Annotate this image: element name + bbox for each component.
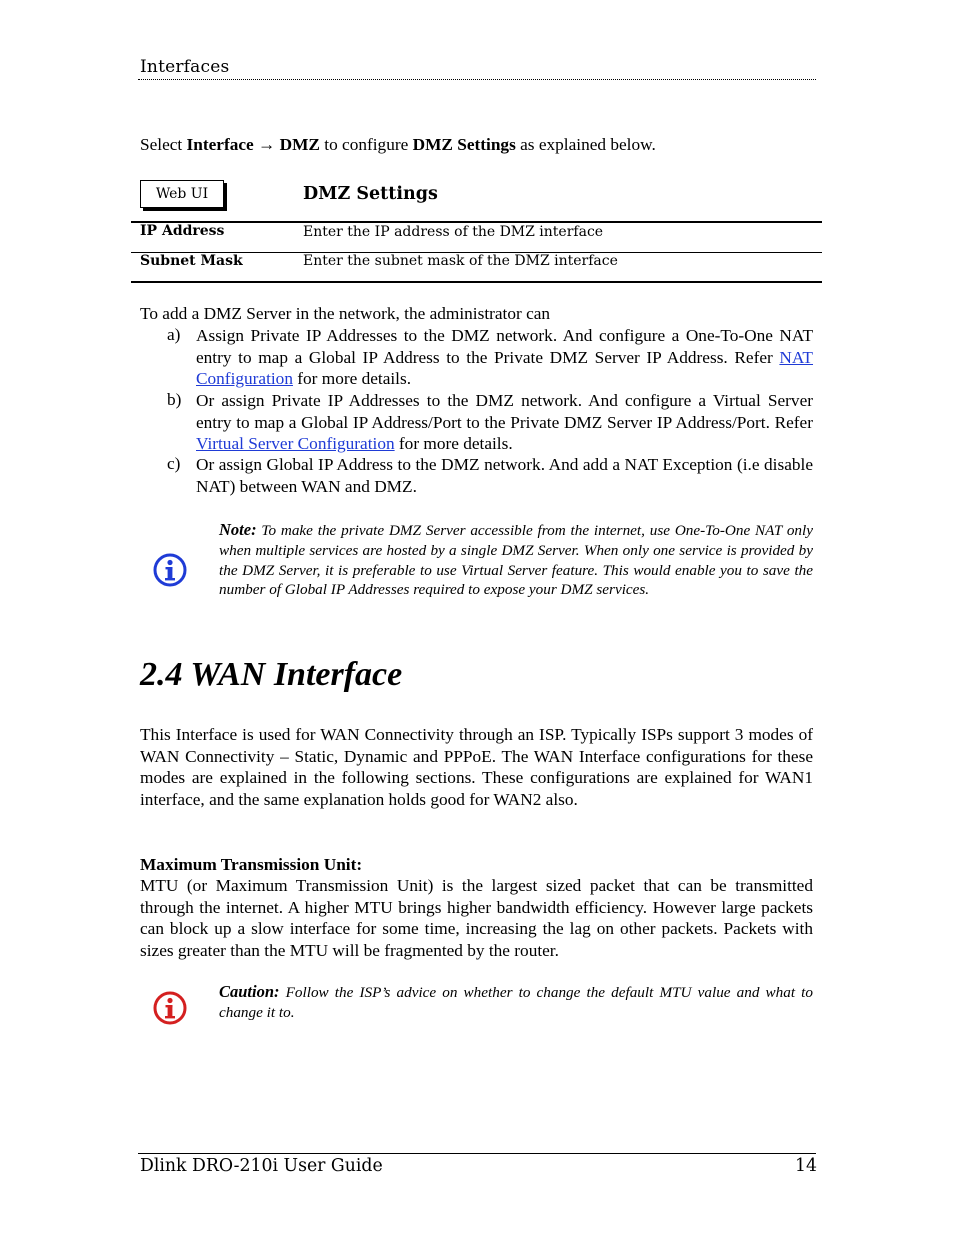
list-item-text: Assign Private IP Addresses to the DMZ network. And configure a One-To-One NAT entry to map a Global IP Address to the Private DMZ Server IP Address. Refer bbox=[196, 326, 813, 367]
table-bottom-rule bbox=[131, 281, 822, 283]
intro-suffix: as explained below. bbox=[515, 135, 656, 154]
info-icon bbox=[153, 553, 187, 587]
table-row-label: IP Address bbox=[140, 223, 225, 239]
footer-rule bbox=[138, 1153, 816, 1154]
table-title: DMZ Settings bbox=[303, 184, 438, 204]
caution-text: Follow the ISP’s advice on whether to change the default MTU value and what to change it to. bbox=[219, 984, 813, 1021]
mtu-paragraph: MTU (or Maximum Transmission Unit) is the largest sized packet that can be transmitted through the internet. A higher MTU brings higher bandwidth efficiency. However large packets can block up a slow interface for some time, increasing the lag on other packets. Packets with sizes greater than the MTU will be fragmented by the router. bbox=[140, 876, 813, 960]
list-item bbox=[196, 325, 813, 390]
page-number: 14 bbox=[795, 1156, 817, 1176]
menu-path: Interface → DMZ bbox=[186, 135, 320, 154]
intro-middle: to configure bbox=[319, 135, 413, 154]
virtual-server-configuration-link[interactable]: Virtual Server Configuration bbox=[196, 434, 395, 454]
mtu-heading: Maximum Transmission Unit: bbox=[140, 855, 363, 874]
list-item bbox=[196, 390, 813, 455]
table-row-description: Enter the subnet mask of the DMZ interface bbox=[303, 253, 618, 269]
note-block bbox=[219, 520, 813, 600]
list-item-text: for more details. bbox=[394, 434, 513, 454]
caution-icon bbox=[153, 991, 187, 1025]
web-ui-badge: Web UI bbox=[140, 180, 224, 208]
header-rule bbox=[138, 79, 816, 80]
note-text: To make the private DMZ Server accessible from the internet, use One-To-One NAT only when multiple services are hosted by a single DMZ Server. When only one service is provided by the DMZ Server, it is preferable to use Virtual Server feature. This would enable you to save the number of Global IP Addresses required to expose your DMZ services. bbox=[219, 522, 813, 599]
section-intro: This Interface is used for WAN Connectivity through an ISP. Typically ISPs support 3 modes of WAN Connectivity – Static, Dynamic and PPPoE. The WAN Interface configurations for these modes are explained in the following sections. These configurations are explained for WAN1 interface, and the same explanation holds good for WAN2 also. bbox=[140, 725, 813, 809]
list-marker: c) bbox=[167, 454, 181, 473]
list-marker: a) bbox=[167, 325, 181, 344]
table-top-rule bbox=[131, 221, 822, 223]
caution-block bbox=[219, 982, 813, 1023]
table-row-description: Enter the IP address of the DMZ interface bbox=[303, 224, 604, 240]
settings-name: DMZ Settings bbox=[412, 135, 516, 154]
list-item-text: Or assign Global IP Address to the DMZ network. And add a NAT Exception (i.e disable NAT) between WAN and DMZ. bbox=[196, 455, 813, 496]
table-row-label: Subnet Mask bbox=[140, 253, 243, 269]
intro-sentence bbox=[140, 135, 656, 155]
list-item-text: for more details. bbox=[292, 369, 412, 389]
intro-prefix: Select bbox=[140, 135, 187, 154]
running-header: Interfaces bbox=[140, 57, 230, 77]
note-label: Note: bbox=[219, 520, 257, 539]
footer-guide-title: Dlink DRO-210i User Guide bbox=[140, 1156, 383, 1176]
list-marker: b) bbox=[167, 390, 182, 409]
nat-configuration-link[interactable]: NAT Configuration bbox=[196, 347, 813, 389]
list-item-text: Or assign Private IP Addresses to the DMZ network. And configure a Virtual Server entry to map a Global IP Address/Port to the Private DMZ Server IP Address/Port. Refer bbox=[196, 391, 813, 432]
list-item bbox=[196, 454, 813, 497]
dmz-server-lead: To add a DMZ Server in the network, the administrator can bbox=[140, 304, 551, 323]
section-heading: 2.4 WAN Interface bbox=[140, 656, 403, 693]
caution-label: Caution: bbox=[219, 982, 280, 1001]
